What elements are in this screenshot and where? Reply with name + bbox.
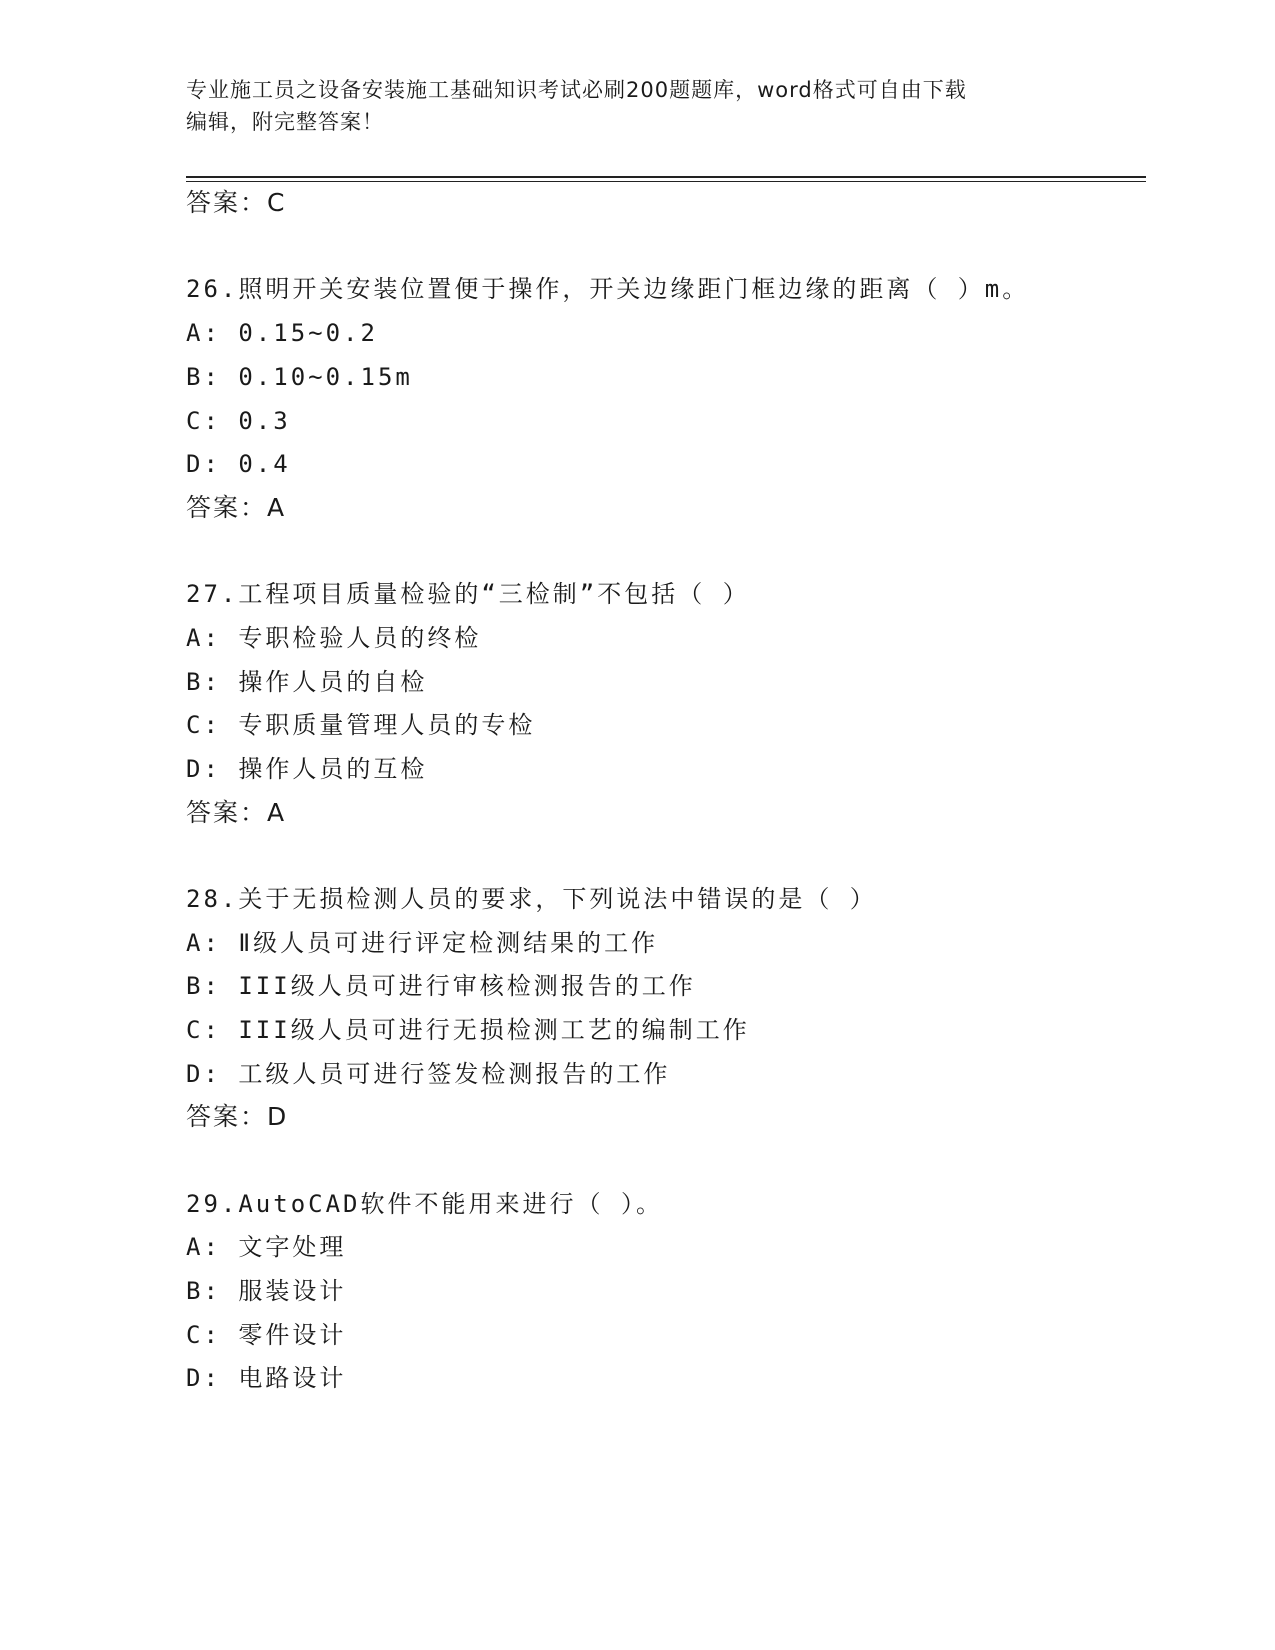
option-28-a: A: Ⅱ级人员可进行评定检测结果的工作 bbox=[186, 929, 659, 957]
option-27-a: A: 专职检验人员的终检 bbox=[186, 624, 482, 652]
option-29-c: C: 零件设计 bbox=[186, 1321, 347, 1349]
header-divider-thick bbox=[186, 176, 1146, 178]
header-title-line-1: 专业施工员之设备安装施工基础知识考试必刷200题题库，word格式可自由下载 bbox=[186, 78, 967, 102]
answer-26: 答案：A bbox=[186, 493, 287, 522]
question-29: 29.AutoCAD软件不能用来进行（ ）。 bbox=[186, 1190, 663, 1218]
header-title-line-2: 编辑，附完整答案！ bbox=[186, 110, 384, 134]
option-26-b: B: 0.10~0.15m bbox=[186, 363, 413, 391]
option-26-c: C: 0.3 bbox=[186, 407, 291, 435]
option-27-c: C: 专职质量管理人员的专检 bbox=[186, 711, 536, 739]
option-29-a: A: 文字处理 bbox=[186, 1233, 347, 1261]
option-27-b: B: 操作人员的自检 bbox=[186, 668, 428, 696]
option-26-a: A: 0.15~0.2 bbox=[186, 319, 378, 347]
document-header bbox=[186, 74, 1086, 138]
question-28: 28.关于无损检测人员的要求，下列说法中错误的是（ ） bbox=[186, 885, 877, 913]
option-28-d: D: 工级人员可进行签发检测报告的工作 bbox=[186, 1060, 671, 1088]
option-28-c: C: III级人员可进行无损检测工艺的编制工作 bbox=[186, 1016, 750, 1044]
option-29-b: B: 服装设计 bbox=[186, 1277, 347, 1305]
answer-27: 答案：A bbox=[186, 798, 287, 827]
option-28-b: B: III级人员可进行审核检测报告的工作 bbox=[186, 972, 696, 1000]
question-26: 26.照明开关安装位置便于操作，开关边缘距门框边缘的距离（ ）m。 bbox=[186, 275, 1030, 303]
option-29-d: D: 电路设计 bbox=[186, 1364, 347, 1392]
question-27: 27.工程项目质量检验的“三检制”不包括（ ） bbox=[186, 580, 750, 608]
option-26-d: D: 0.4 bbox=[186, 450, 291, 478]
header-divider-thin bbox=[186, 181, 1146, 182]
answer-28: 答案：D bbox=[186, 1102, 289, 1131]
option-27-d: D: 操作人员的互检 bbox=[186, 755, 428, 783]
answer-line: 答案：C bbox=[186, 188, 287, 217]
